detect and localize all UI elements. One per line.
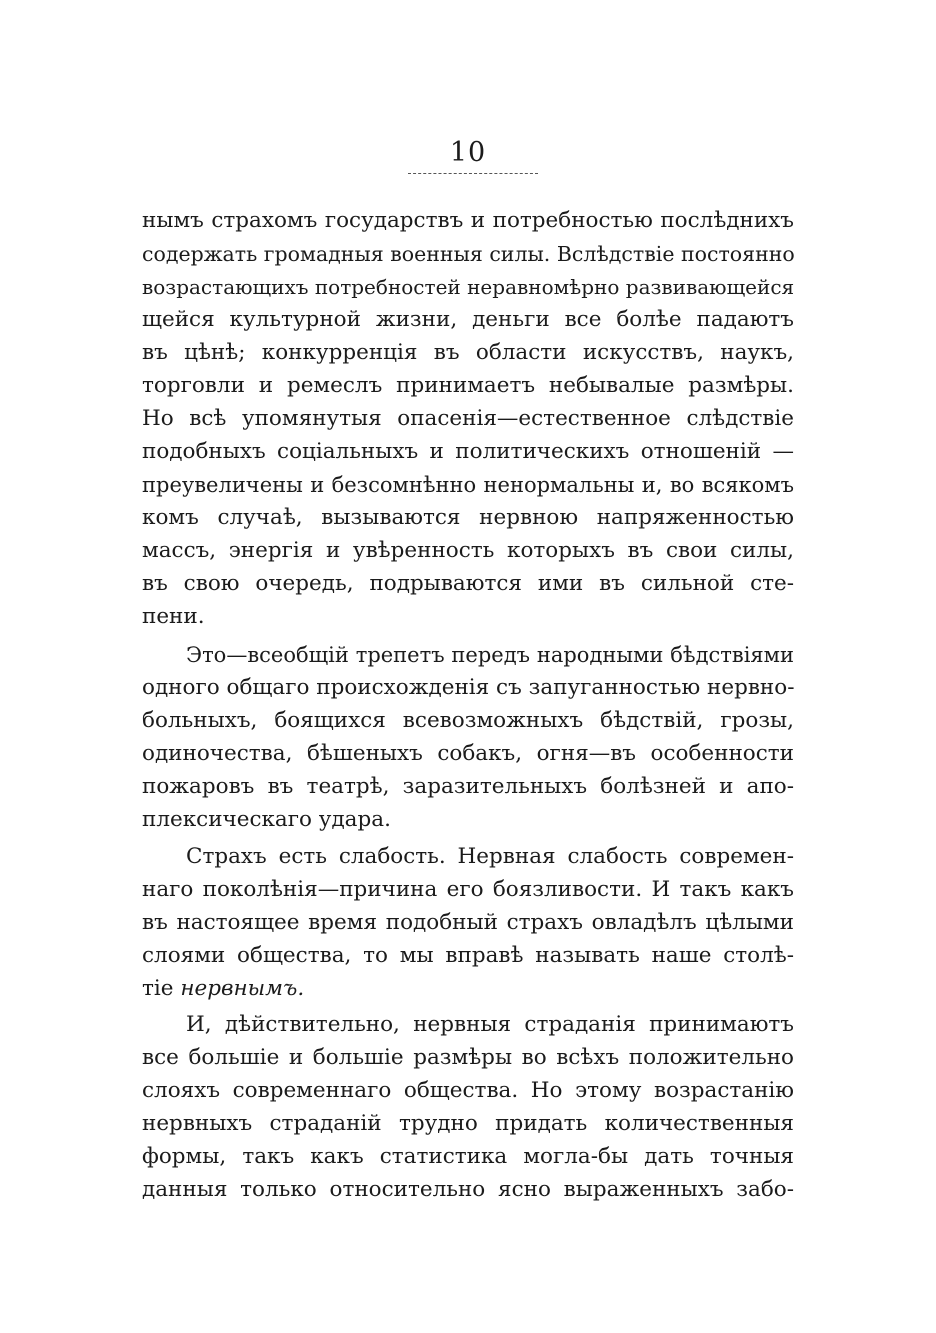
text-line: все большіе и большіе размѣры во всѣхъ положительно bbox=[142, 1045, 794, 1070]
page-number: 10 bbox=[449, 137, 487, 168]
text-line: пени. bbox=[142, 604, 205, 629]
text-line: пожаровъ въ театрѣ, заразительныхъ болѣзней и апо- bbox=[142, 774, 794, 799]
text-line: Это—всеобщій трепетъ передъ народными бѣдствіями bbox=[186, 643, 794, 667]
text-line: одного общаго происхожденія съ запуганностью нервно- bbox=[142, 675, 795, 700]
text-line: Но всѣ упомянутыя опасенія—естественное слѣдствіе bbox=[142, 406, 794, 431]
text-line: одиночества, бѣшеныхъ собакъ, огня—въ особенности bbox=[142, 741, 794, 766]
text-line: больныхъ, боящихся всевозможныхъ бѣдствій, грозы, bbox=[142, 708, 794, 733]
text-line: нымъ страхомъ государствъ и потребностью послѣднихъ bbox=[142, 208, 794, 233]
text-line: въ настоящее время подобный страхъ овладѣлъ цѣлыми bbox=[142, 910, 794, 935]
text-line: возрастающихъ потребностей неравномѣрно развивающейся bbox=[142, 275, 795, 299]
text-line: плексическаго удара. bbox=[142, 807, 391, 832]
text-line: содержать громадныя военныя силы. Вслѣдствіе постоянно bbox=[142, 242, 795, 266]
text-line: торговли и ремеслъ принимаетъ небывалые размѣры. bbox=[142, 373, 794, 398]
text-line: тіе нервнымъ. bbox=[142, 976, 305, 1001]
text-line: щейся культурной жизни, деньги все болѣе падаютъ bbox=[142, 307, 794, 332]
text-line: слоями общества, то мы вправѣ называть наше столѣ- bbox=[142, 943, 794, 968]
text-line: въ цѣнѣ; конкурренція въ области искусствъ, наукъ, bbox=[142, 340, 794, 365]
page-number-rule bbox=[408, 173, 538, 174]
text-line: Страхъ есть слабость. Нервная слабость современ- bbox=[186, 844, 794, 869]
text-line: И, дѣйствительно, нервныя страданія принимаютъ bbox=[186, 1012, 794, 1037]
text-line: данныя только относительно ясно выраженныхъ забо- bbox=[142, 1177, 794, 1202]
text-line: наго поколѣнія—причина его боязливости. И такъ какъ bbox=[142, 877, 794, 902]
text-line: подобныхъ соціальныхъ и политическихъ отношеній — bbox=[142, 439, 794, 464]
text-line: массъ, энергія и увѣренность которыхъ въ свои силы, bbox=[142, 538, 794, 563]
text-line: формы, такъ какъ статистика могла-бы дать точныя bbox=[142, 1144, 794, 1169]
text-line: слояхъ современнаго общества. Но этому возрастанію bbox=[142, 1078, 794, 1103]
text-line: комъ случаѣ, вызываются нервною напряженностью bbox=[142, 505, 794, 530]
text-line: нервныхъ страданій трудно придать количественныя bbox=[142, 1111, 794, 1136]
text-line: преувеличены и безсомнѣнно ненормальны и, во всякомъ bbox=[142, 473, 794, 497]
italic-word: нервнымъ. bbox=[180, 976, 305, 1001]
text-line: въ свою очередь, подрываются ими въ сильной сте- bbox=[142, 571, 794, 596]
